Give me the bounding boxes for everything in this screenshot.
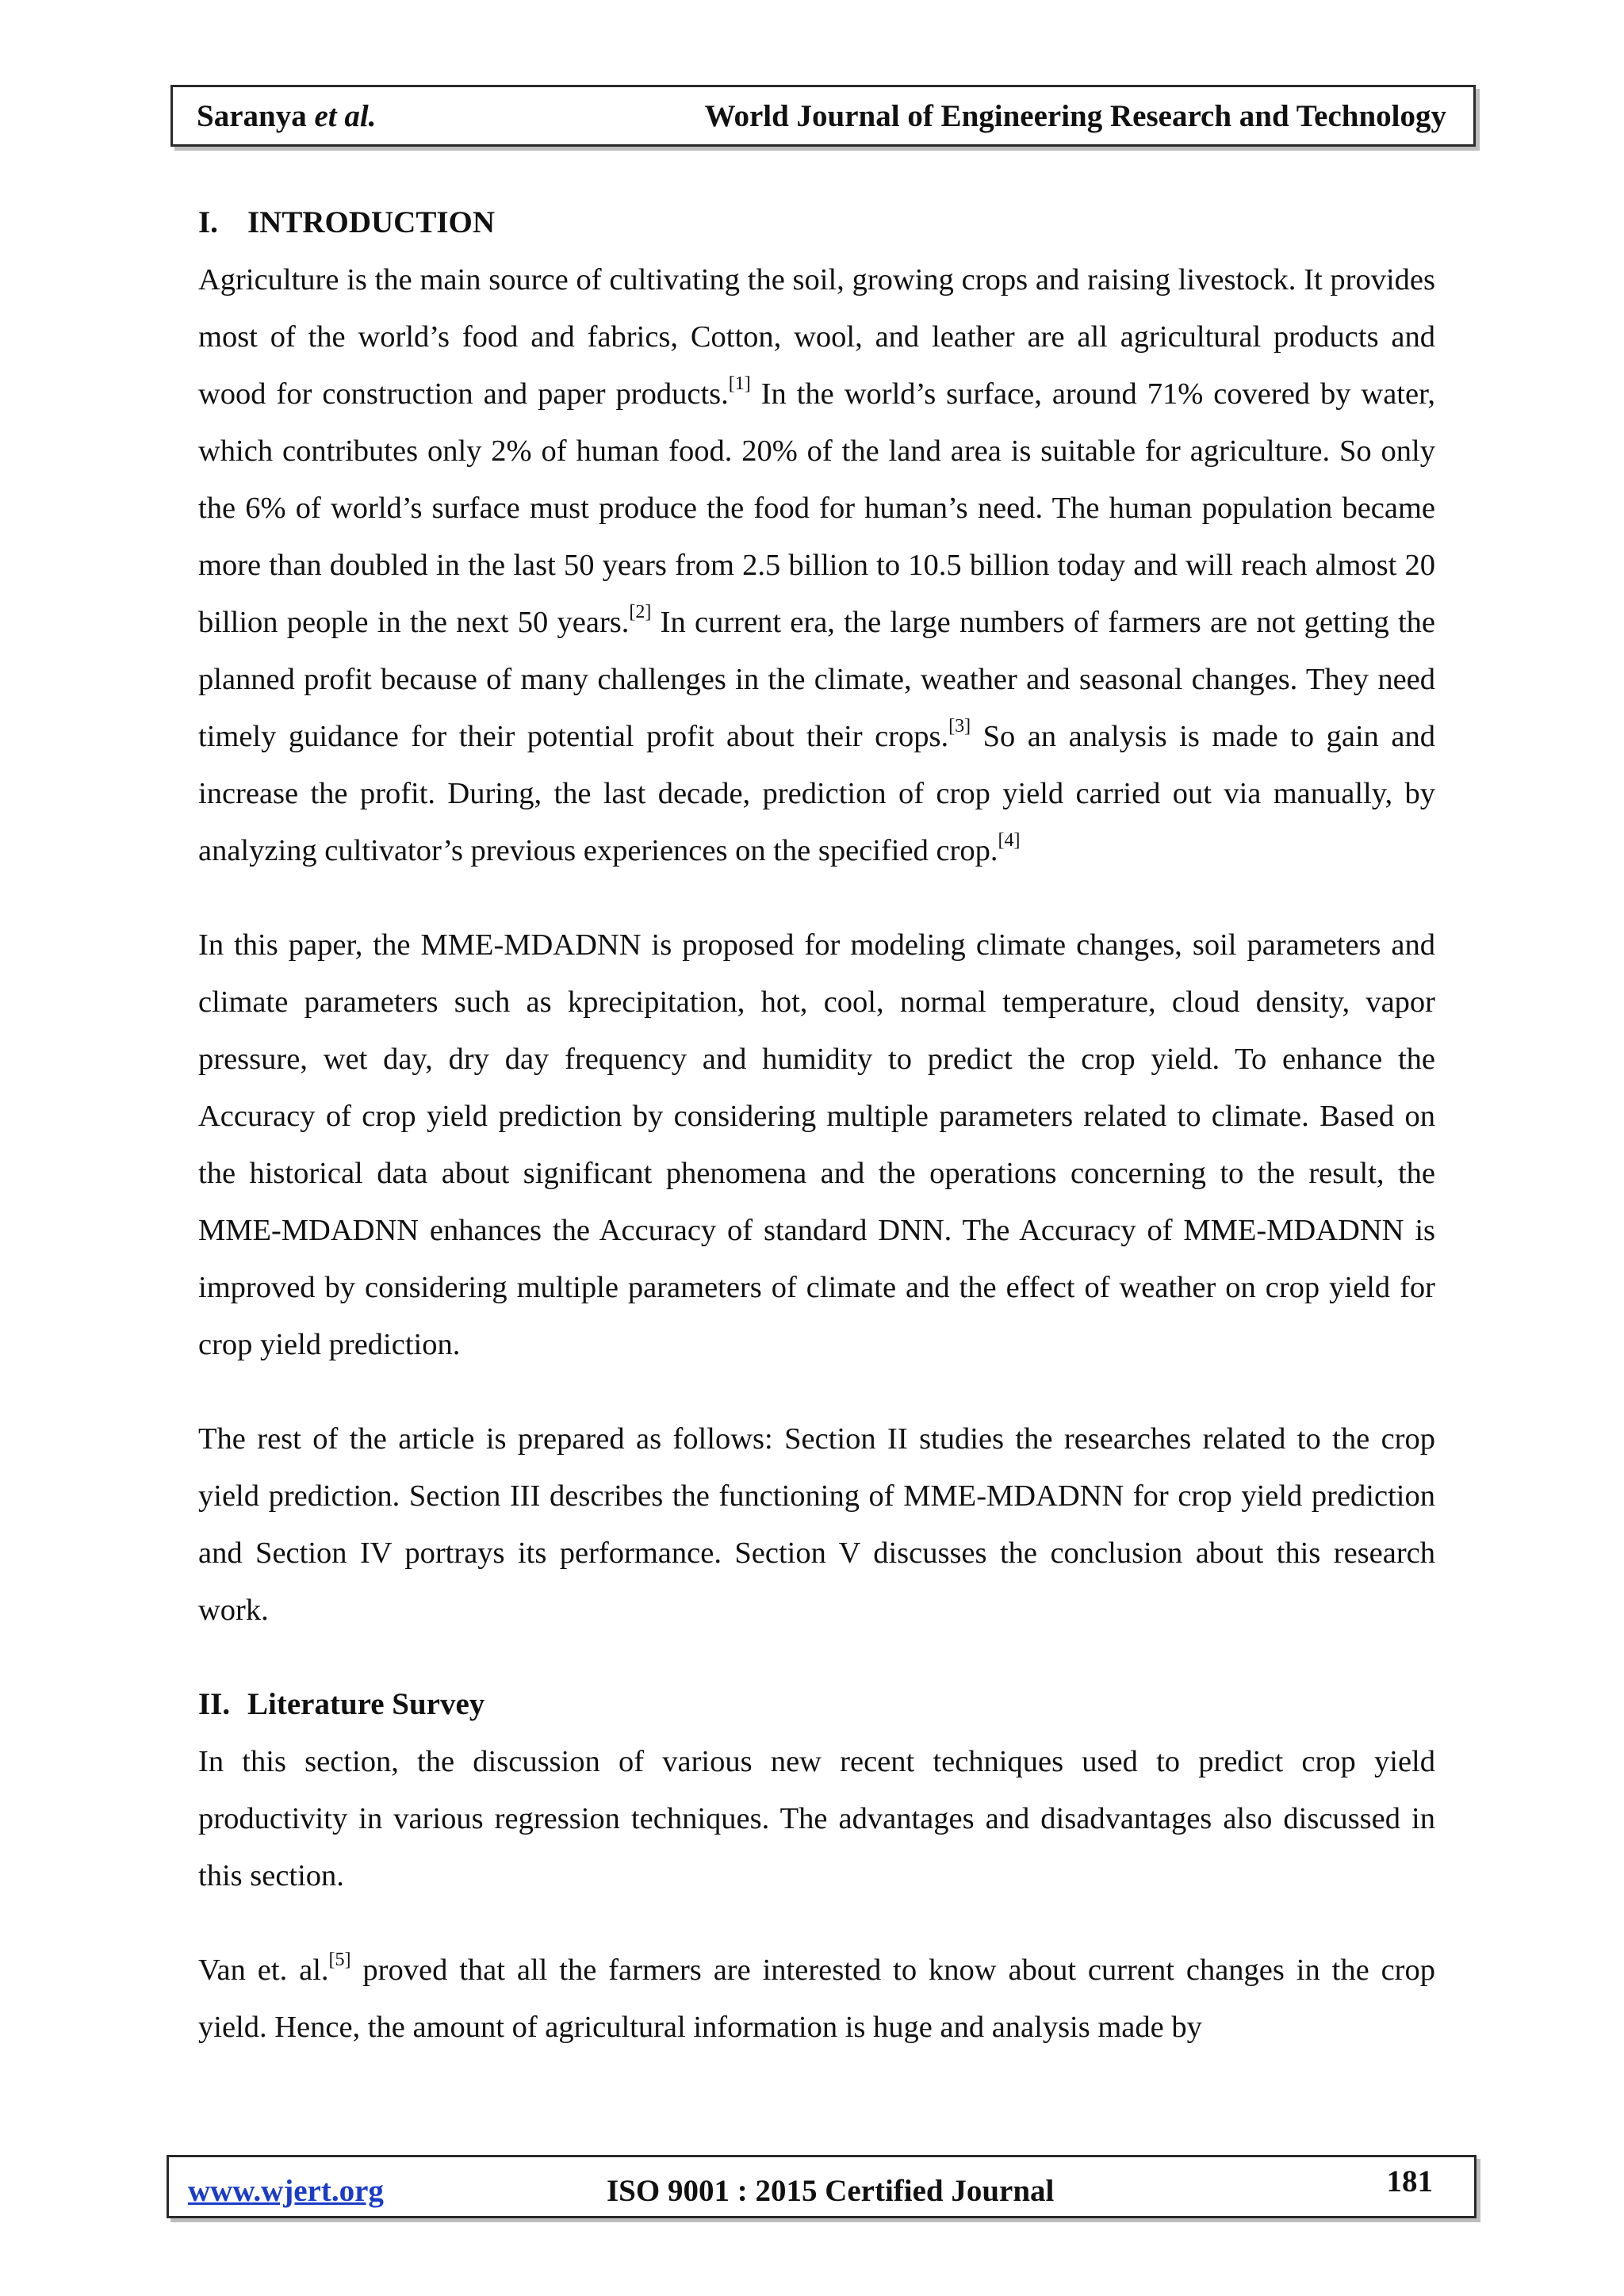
citation-2[interactable]: [2] (629, 602, 652, 623)
running-header (170, 85, 1476, 147)
citation-4[interactable]: [4] (998, 830, 1021, 851)
paragraph-introduction-2: In this paper, the MME-MDADNN is proposed for modeling climate changes, soil parameters and climate parameters such as kprecipitation, hot, cool, normal temperature, cloud density, vapor pressure, wet day, dry day frequency and humidity to predict the crop yield. To enhance the Accuracy of crop yield prediction by considering multiple parameters related to climate. Based on the historical data about significant phenomena and the operations concerning to the result, the MME-MDADNN enhances the Accuracy of standard DNN. The Accuracy of MME-MDADNN is improved by considering multiple parameters of climate and the effect of weather on crop yield for crop yield prediction. (198, 928, 1435, 1361)
certification-label: ISO 9001 : 2015 Certified Journal (607, 2174, 1055, 2208)
section-heading-literature-survey: II. Literature Survey (198, 1687, 485, 1721)
article-body (198, 194, 1435, 2093)
journal-website-link[interactable]: www.wjert.org (188, 2174, 384, 2208)
header-journal-title: World Journal of Engineering Research and Technology (704, 99, 1446, 133)
header-etal: et al. (314, 99, 377, 133)
section-heading-introduction: I. INTRODUCTION (198, 205, 496, 239)
header-author: Saranya et al. (197, 99, 377, 133)
paragraph-introduction-1: Agriculture is the main source of cultivating the soil, growing crops and raising livestock. It provides most of the world’s food and fabrics, Cotton, wool, and leather are all agricultural products and wood for construction and paper products.[1] In the world’s surface, around 71% covered by water, which contributes only 2% of human food. 20% of the land area is suitable for agriculture. So only the 6% of world’s surface must produce the food for human’s need. The human population became more than doubled in the last 50 years from 2.5 billion to 10.5 billion today and will reach almost 20 billion people in the next 50 years.[2] In current era, the large numbers of farmers are not getting the planned profit because of many challenges in the climate, weather and seasonal changes. They need timely guidance for their potential profit about their crops.[3] So an analysis is made to gain and increase the profit. During, the last decade, prediction of crop yield carried out via manually, by analyzing cultivator’s previous experiences on the specified crop.[4] (198, 263, 1436, 867)
page-number: 181 (1386, 2164, 1433, 2198)
citation-3[interactable]: [3] (948, 716, 971, 737)
citation-1[interactable]: [1] (728, 373, 751, 395)
paragraph-literature-1: In this section, the discussion of various new recent techniques used to predict crop yield productivity in various regression techniques. The advantages and disadvantages also discussed in this section. (198, 1745, 1435, 1892)
paragraph-introduction-3: The rest of the article is prepared as follows: Section II studies the researches related to the crop yield prediction. Section III describes the functioning of MME-MDADNN for crop yield prediction and Section IV portrays its performance. Section V discusses the conclusion about this research work. (198, 1422, 1435, 1627)
page-footer (167, 2155, 1477, 2218)
paragraph-literature-2: Van et. al.[5] proved that all the farmers are interested to know about current changes in the crop yield. Hence, the amount of agricultural information is huge and analysis made by (198, 1950, 1435, 2044)
citation-5[interactable]: [5] (328, 1950, 351, 1971)
